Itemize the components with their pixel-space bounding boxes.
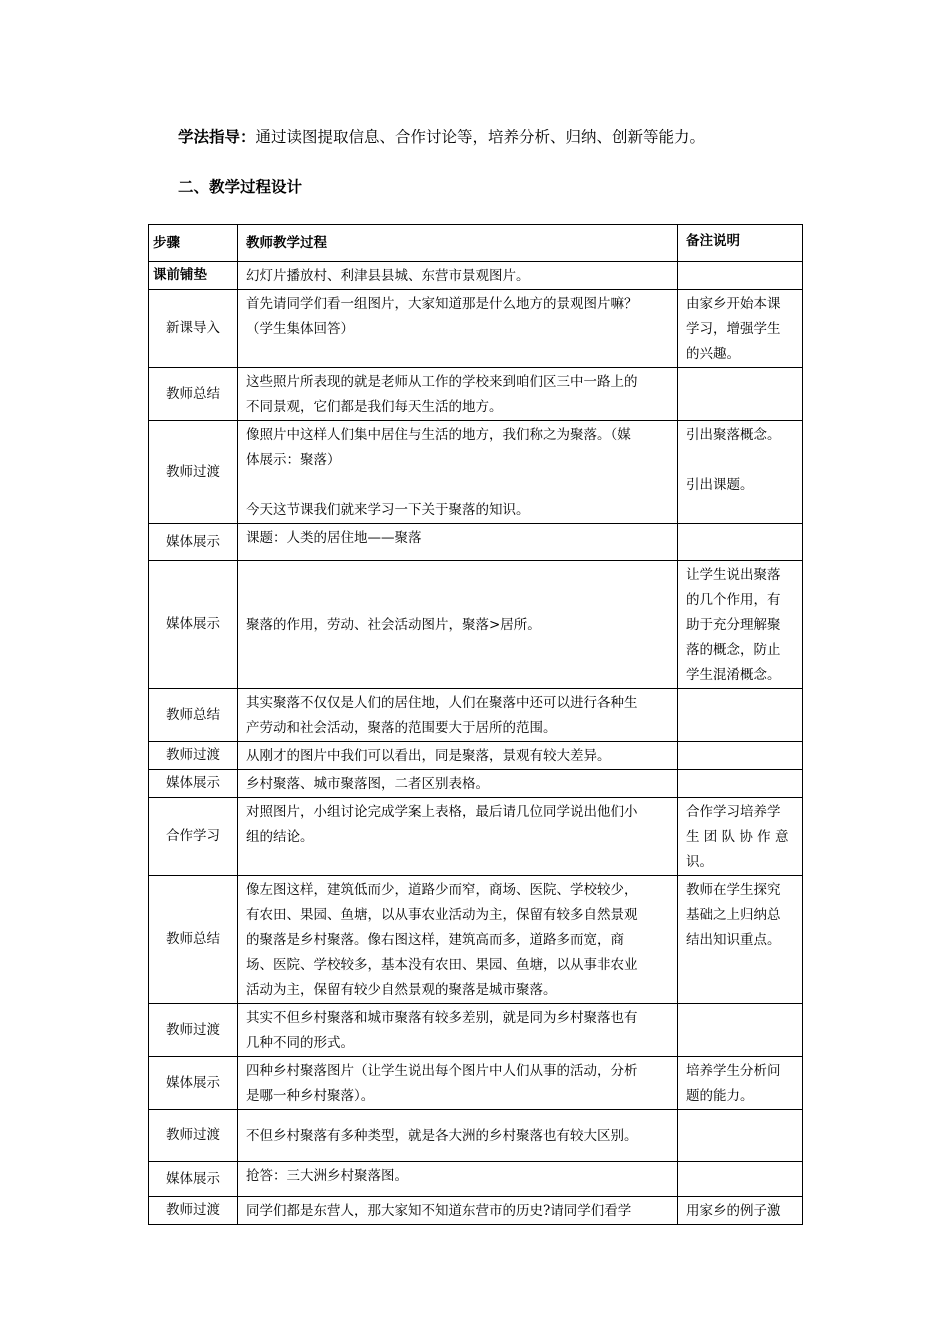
process-line: 不同景观，它们都是我们每天生活的地方。 [246,399,503,415]
note-line: 引出聚落概念。 [686,427,781,443]
table-row [149,1197,803,1225]
table-row [149,561,803,689]
table-row [149,770,803,798]
note-line: 教师在学生探究 [686,882,781,898]
note-line: 生 团 队 协 作 意 [686,829,789,845]
process-cell [238,421,678,524]
header-note: 备注说明 [678,225,803,262]
process-line: 抢答：三大洲乡村聚落图。 [246,1168,408,1184]
step-cell: 媒体展示 [149,1162,238,1197]
process-line: （学生集体回答） [246,321,354,337]
process-line: 组的结论。 [246,829,314,845]
note-line: 的几个作用，有 [686,592,781,608]
table-row [149,1162,803,1197]
step-cell: 教师总结 [149,368,238,421]
process-line: 像照片中这样人们集中居住与生活的地方，我们称之为聚落。（媒 [246,427,631,443]
process-line: 首先请同学们看一组图片，大家知道那是什么地方的景观图片嘛？ [246,296,638,312]
table-row [149,524,803,561]
learning-method-text: 通过读图提取信息、合作讨论等，培养分析、归纳、创新等能力。 [255,128,706,146]
note-cell [678,561,803,689]
note-cell [678,1110,803,1162]
table-row [149,1004,803,1057]
note-cell [678,1004,803,1057]
table-row [149,876,803,1004]
table-row [149,1057,803,1110]
process-line: 课题：人类的居住地——聚落 [246,530,422,546]
process-cell [238,368,678,421]
note-cell [678,524,803,561]
table-row [149,262,803,290]
step-cell: 教师总结 [149,689,238,742]
note-cell [678,798,803,876]
step-cell: 媒体展示 [149,1057,238,1110]
process-line: 四种乡村聚落图片（让学生说出每个图片中人们从事的活动，分析 [246,1063,638,1079]
note-line: 助于充分理解聚 [686,617,781,633]
process-cell [238,1004,678,1057]
note-cell [678,876,803,1004]
process-cell [238,290,678,368]
note-line: 培养学生分析问 [686,1063,781,1079]
step-cell: 媒体展示 [149,770,238,798]
process-line: 像左图这样，建筑低而少，道路少而窄，商场、医院、学校较少， [246,882,638,898]
process-line: 活动为主，保留有较少自然景观的聚落是城市聚落。 [246,982,557,998]
process-cell [238,689,678,742]
table-row [149,368,803,421]
note-line: 结出知识重点。 [686,932,781,948]
process-line: 聚落的作用，劳动、社会活动图片，聚落>居所。 [246,617,541,633]
step-cell: 媒体展示 [149,524,238,561]
learning-method-label: 学法指导： [178,127,256,146]
process-line [246,473,669,498]
section-title: 二、教学过程设计 [178,177,303,196]
table-header-row [149,225,803,262]
process-line: 产劳动和社会活动，聚落的范围要大于居所的范围。 [246,720,557,736]
process-line: 对照图片，小组讨论完成学案上表格，最后请几位同学说出他们小 [246,804,638,820]
process-cell [238,524,678,561]
step-cell: 教师过渡 [149,1110,238,1162]
table-row [149,1110,803,1162]
note-line: 引出课题。 [686,477,754,493]
process-line: 体展示：聚落） [246,452,341,468]
process-line: 乡村聚落、城市聚落图，二者区别表格。 [246,776,489,792]
note-cell [678,742,803,770]
step-cell: 教师过渡 [149,1197,238,1225]
teaching-process-table [148,224,803,1225]
note-line: 合作学习培养学 [686,804,781,820]
step-cell: 教师过渡 [149,421,238,524]
table-row [149,290,803,368]
note-cell [678,689,803,742]
note-line [686,448,794,473]
note-line: 用家乡的例子激 [686,1203,781,1219]
step-cell: 合作学习 [149,798,238,876]
process-line: 其实聚落不仅仅是人们的居住地，人们在聚落中还可以进行各种生 [246,695,638,711]
table-row [149,421,803,524]
note-line: 学习，增强学生 [686,321,781,337]
process-line: 幻灯片播放村、利津县县城、东营市景观图片。 [246,268,530,284]
process-line: 其实不但乡村聚落和城市聚落有较多差别，就是同为乡村聚落也有 [246,1010,638,1026]
process-line: 这些照片所表现的就是老师从工作的学校来到咱们区三中一路上的 [246,374,638,390]
process-cell [238,1110,678,1162]
note-line: 基础之上归纳总 [686,907,781,923]
note-cell [678,368,803,421]
note-line: 的兴趣。 [686,346,740,362]
step-cell: 课前铺垫 [149,262,238,290]
process-cell [238,798,678,876]
process-cell [238,742,678,770]
process-cell [238,262,678,290]
table-row [149,689,803,742]
step-cell: 教师总结 [149,876,238,1004]
header-step: 步骤 [149,225,238,262]
note-cell [678,262,803,290]
process-cell [238,876,678,1004]
process-cell [238,561,678,689]
process-line: 是哪一种乡村聚落）。 [246,1088,375,1104]
note-line: 学生混淆概念。 [686,667,781,683]
note-line: 题的能力。 [686,1088,754,1104]
process-line: 不但乡村聚落有多种类型，就是各大洲的乡村聚落也有较大区别。 [246,1128,638,1144]
process-cell [238,770,678,798]
note-cell [678,290,803,368]
process-line: 从刚才的图片中我们可以看出，同是聚落，景观有较大差异。 [246,748,611,764]
table-row [149,798,803,876]
process-cell [238,1162,678,1197]
process-line: 今天这节课我们就来学习一下关于聚落的知识。 [246,502,530,518]
process-cell [238,1057,678,1110]
table-body [149,225,803,1225]
note-cell [678,770,803,798]
process-line: 的聚落是乡村聚落。像右图这样，建筑高而多，道路多而宽，商 [246,932,624,948]
note-cell [678,421,803,524]
note-line: 落的概念，防止 [686,642,781,658]
learning-method-line [178,124,705,150]
note-line: 让学生说出聚落 [686,567,781,583]
step-cell: 教师过渡 [149,1004,238,1057]
process-line: 场、医院、学校较多，基本没有农田、果园、鱼塘，以从事非农业 [246,957,638,973]
table-row [149,742,803,770]
note-cell [678,1197,803,1225]
process-line: 几种不同的形式。 [246,1035,354,1051]
step-cell: 教师过渡 [149,742,238,770]
process-line: 同学们都是东营人，那大家知不知道东营市的历史?请同学们看学 [246,1203,632,1219]
note-cell [678,1162,803,1197]
note-line: 识。 [686,854,713,870]
step-cell: 新课导入 [149,290,238,368]
note-line: 由家乡开始本课 [686,296,781,312]
process-line: 有农田、果园、鱼塘，以从事农业活动为主，保留有较多自然景观 [246,907,638,923]
step-cell: 媒体展示 [149,561,238,689]
process-cell [238,1197,678,1225]
header-process: 教师教学过程 [238,225,678,262]
note-cell [678,1057,803,1110]
